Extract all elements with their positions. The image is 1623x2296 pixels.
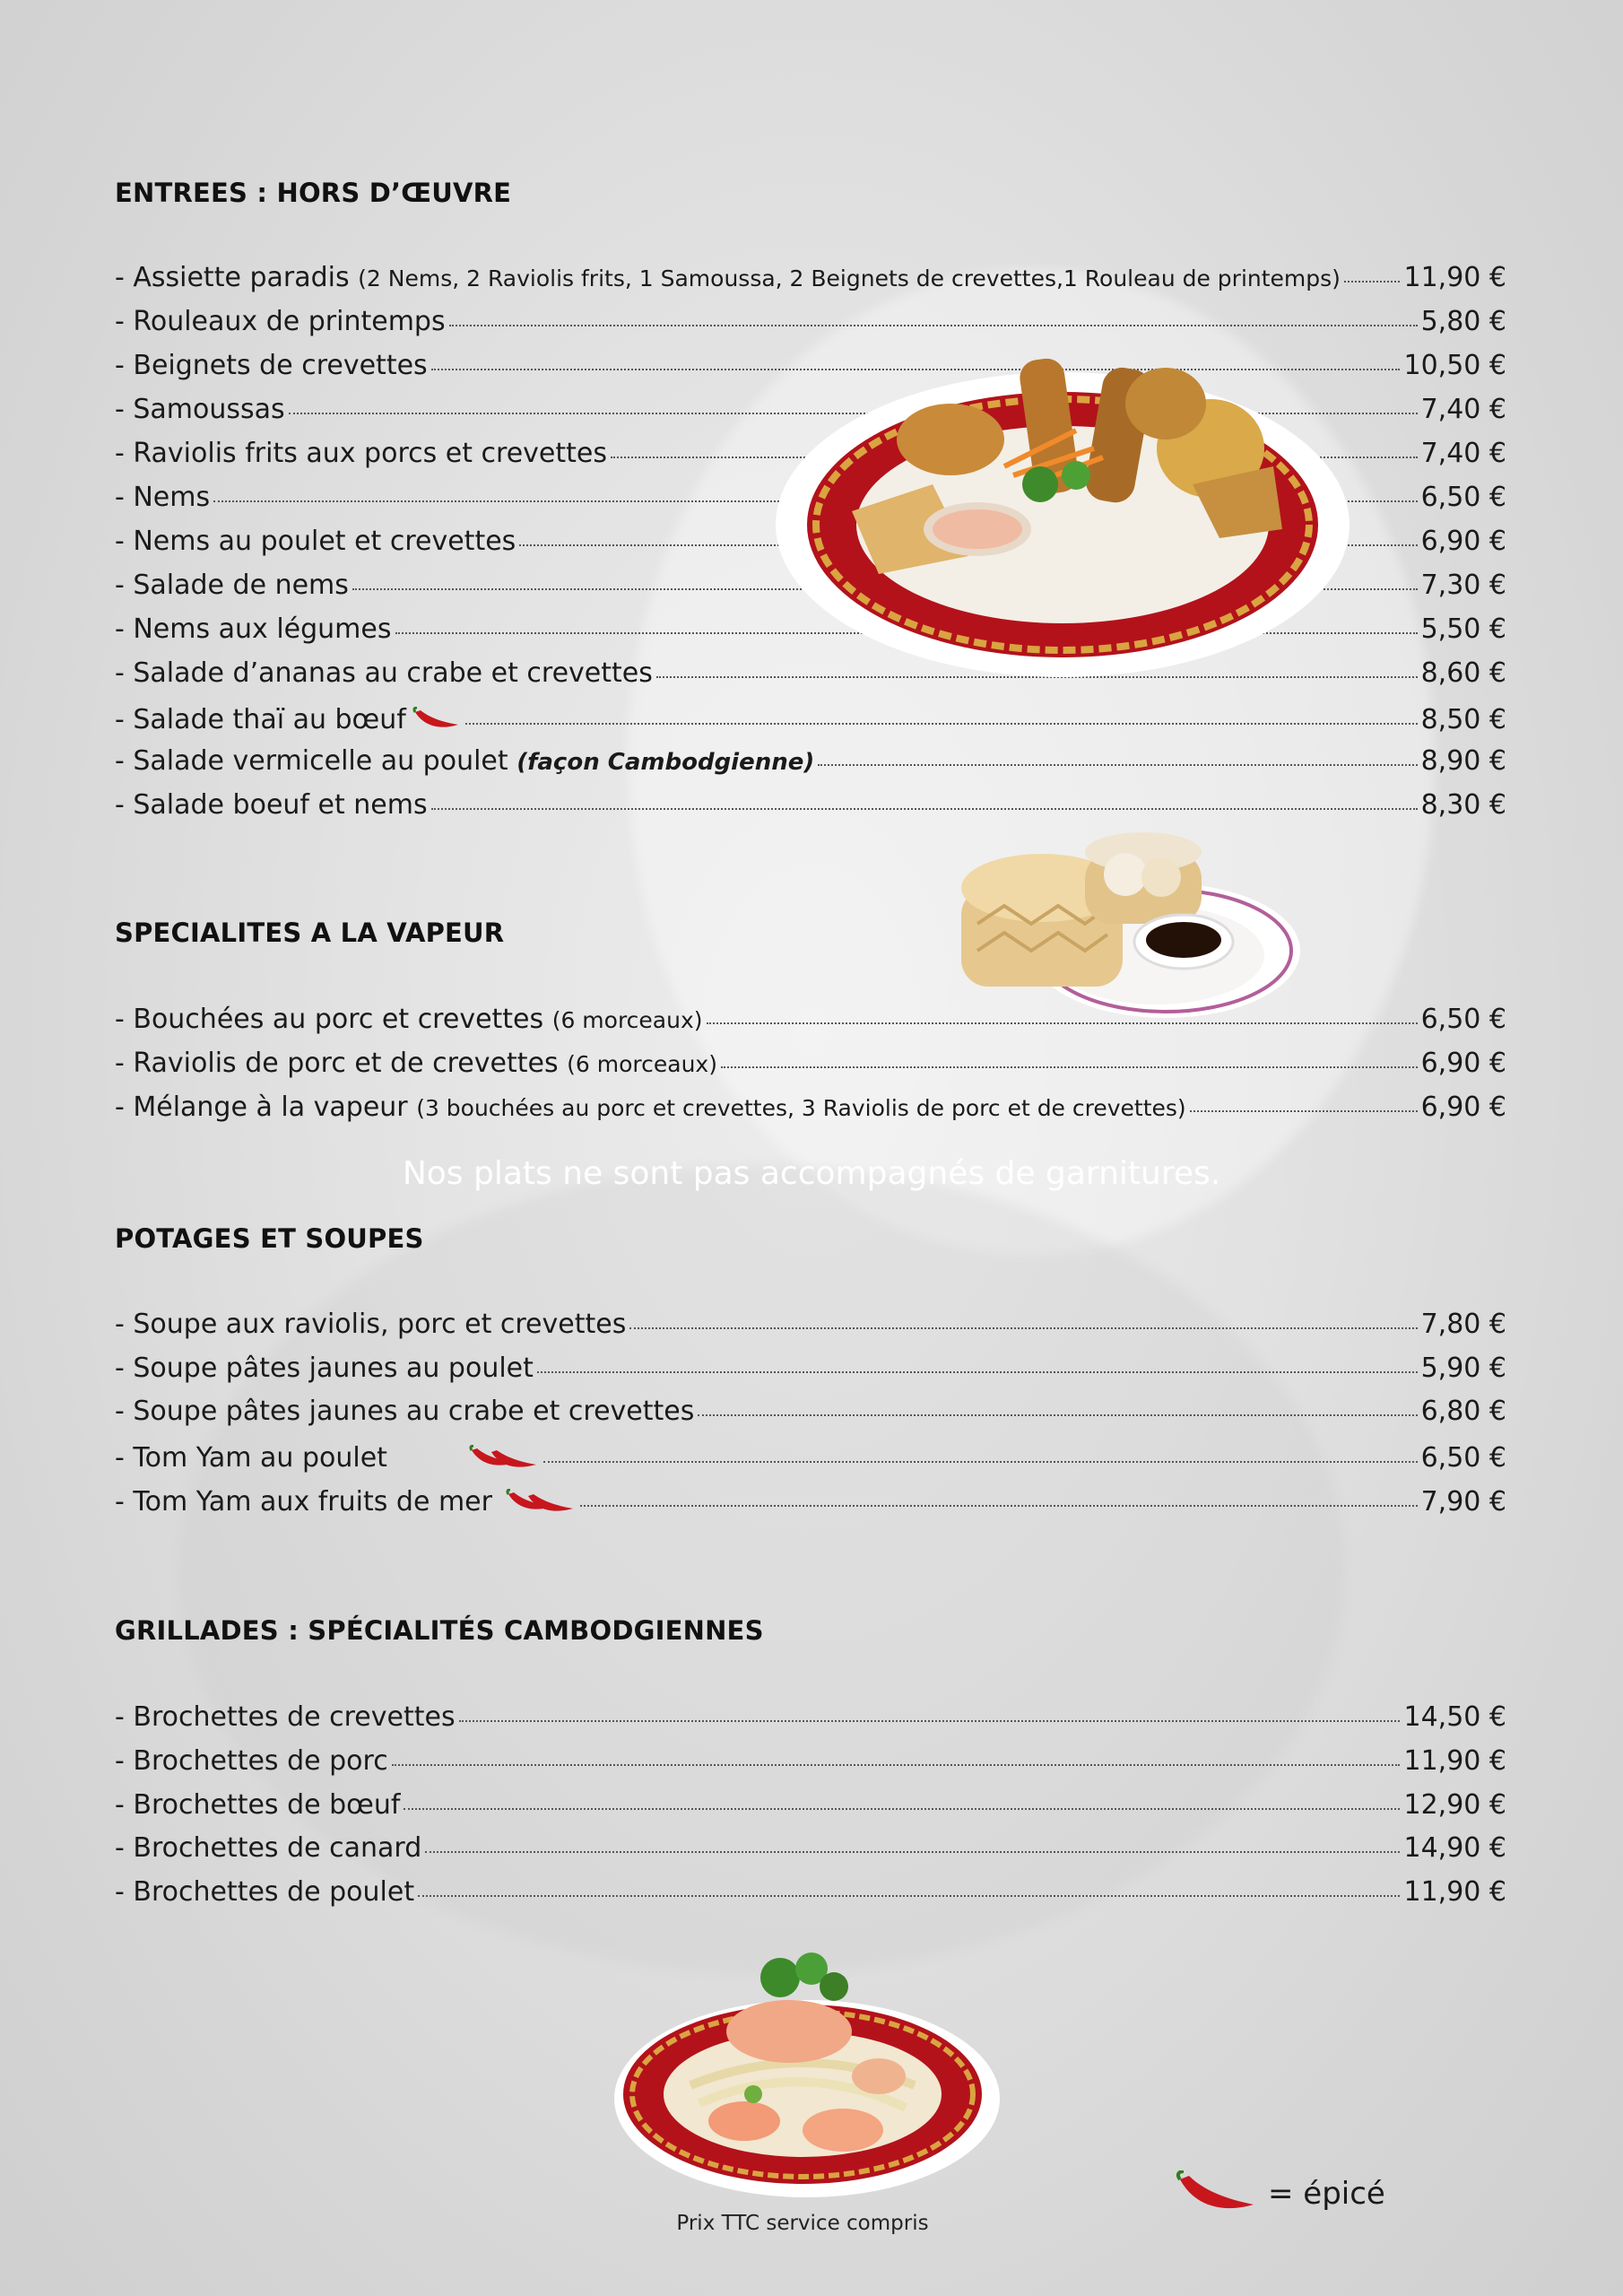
menu-item (115, 1439, 1506, 1479)
dotted-leader (818, 763, 1417, 766)
item-name: - Brochettes de crevettes (115, 1701, 456, 1733)
item-price: 14,50 € (1403, 1701, 1506, 1733)
item-price: 6,50 € (1420, 1442, 1506, 1474)
menu-item (115, 1483, 1506, 1523)
dotted-leader (459, 1719, 1401, 1722)
item-price: 7,40 € (1420, 394, 1506, 425)
menu-item (115, 1352, 1506, 1392)
menu-item (115, 1745, 1506, 1785)
item-price: 8,30 € (1420, 789, 1506, 821)
menu-item (115, 1309, 1506, 1348)
dotted-leader (1344, 280, 1401, 283)
section-title-entrees: ENTREES : HORS D’ŒUVRE (115, 178, 512, 208)
dotted-leader (629, 1326, 1417, 1329)
item-name: - Raviolis frits aux porcs et crevettes (115, 438, 607, 469)
dotted-leader (537, 1370, 1418, 1373)
item-name: - Brochettes de canard (115, 1832, 422, 1864)
spicy-legend (1173, 2170, 1385, 2217)
item-note: (façon Cambodgienne) (516, 749, 815, 776)
menu-item (115, 745, 1506, 785)
menu-item (115, 1701, 1506, 1741)
item-name: - Soupe aux raviolis, porc et crevettes (115, 1309, 627, 1340)
menu-item (115, 789, 1506, 829)
price-footnote: Prix TTC service compris (676, 2212, 929, 2235)
appetizer-plate-image (771, 332, 1354, 694)
menu-item (115, 1789, 1506, 1829)
dotted-leader (721, 1065, 1418, 1068)
seafood-salad-plate-image (610, 1942, 1004, 2205)
item-price: 7,80 € (1420, 1309, 1506, 1340)
dotted-leader (404, 1807, 1400, 1810)
dotted-leader (543, 1460, 1418, 1463)
item-price: 8,50 € (1420, 704, 1506, 735)
steamer-basket-image (950, 825, 1309, 1035)
dotted-leader (465, 722, 1418, 725)
legend-label: = épicé (1268, 2176, 1385, 2212)
item-name: - Nems (115, 482, 211, 513)
item-name: - Nems au poulet et crevettes (115, 526, 516, 557)
item-price: 5,50 € (1420, 613, 1506, 645)
item-price: 11,90 € (1403, 262, 1506, 293)
item-name: - Salade thaï au bœuf (115, 704, 406, 735)
item-price: 6,50 € (1420, 482, 1506, 513)
item-note: (2 Nems, 2 Raviolis frits, 1 Samoussa, 2 Beignets de crevettes,1 Rouleau de printemps) (358, 265, 1341, 291)
item-price: 12,90 € (1403, 1789, 1506, 1821)
menu-item (115, 262, 1506, 301)
item-price: 6,90 € (1420, 526, 1506, 557)
item-name: - Salade boeuf et nems (115, 789, 428, 821)
dotted-leader (418, 1894, 1400, 1897)
item-name: - Rouleaux de printemps (115, 306, 446, 337)
dotted-leader (425, 1850, 1400, 1853)
item-name: - Salade d’ananas au crabe et crevettes (115, 657, 653, 689)
item-name: - Tom Yam aux fruits de mer (115, 1486, 492, 1518)
menu-item (115, 1091, 1506, 1131)
item-name: - Soupe pâtes jaunes au crabe et crevettes (115, 1396, 695, 1427)
section-title-soupes: POTAGES ET SOUPES (115, 1223, 424, 1254)
item-note: (6 morceaux) (551, 1007, 703, 1033)
menu-item (115, 1048, 1506, 1087)
item-price: 6,80 € (1420, 1396, 1506, 1427)
item-name: - Bouchées au porc et crevettes (115, 1004, 544, 1035)
item-name: - Raviolis de porc et de crevettes (115, 1048, 559, 1079)
item-name: - Brochettes de bœuf (115, 1789, 401, 1821)
dotted-leader (431, 807, 1418, 810)
item-name: - Tom Yam au poulet (115, 1442, 387, 1474)
item-price: 8,90 € (1420, 745, 1506, 777)
item-price: 7,40 € (1420, 438, 1506, 469)
item-price: 6,50 € (1420, 1004, 1506, 1035)
item-note: (3 bouchées au porc et crevettes, 3 Raviolis de porc et de crevettes) (416, 1095, 1186, 1121)
chili-pepper-icon (505, 1489, 577, 1523)
menu-item (115, 1396, 1506, 1435)
menu-item (115, 1876, 1506, 1916)
item-price: 11,90 € (1403, 1876, 1506, 1908)
item-price: 10,50 € (1403, 350, 1506, 381)
item-price: 5,80 € (1420, 306, 1506, 337)
item-price: 14,90 € (1403, 1832, 1506, 1864)
item-name: - Brochettes de porc (115, 1745, 388, 1777)
item-price: 5,90 € (1420, 1352, 1506, 1384)
item-price: 6,90 € (1420, 1048, 1506, 1079)
dotted-leader (392, 1763, 1401, 1766)
item-name: - Assiette paradis (115, 262, 350, 293)
section-title-vapeur: SPECIALITES A LA VAPEUR (115, 918, 505, 948)
item-name: - Soupe pâtes jaunes au poulet (115, 1352, 534, 1384)
chili-pepper-icon (412, 707, 462, 741)
menu-item (115, 701, 1506, 741)
chili-pepper-icon (468, 1445, 540, 1479)
item-name: - Mélange à la vapeur (115, 1091, 408, 1123)
item-name: - Nems aux légumes (115, 613, 392, 645)
item-name: - Beignets de crevettes (115, 350, 428, 381)
item-price: 8,60 € (1420, 657, 1506, 689)
item-price: 7,90 € (1420, 1486, 1506, 1518)
garnish-notice: Nos plats ne sont pas accompagnés de garnitures. (402, 1155, 1221, 1192)
item-name: - Samoussas (115, 394, 285, 425)
item-name: - Salade de nems (115, 570, 349, 601)
menu-item (115, 1832, 1506, 1872)
chili-pepper-icon (1173, 2170, 1255, 2217)
item-price: 7,30 € (1420, 570, 1506, 601)
item-name: - Brochettes de poulet (115, 1876, 415, 1908)
dotted-leader (580, 1504, 1418, 1507)
dotted-leader (1190, 1109, 1418, 1112)
section-title-grillades: GRILLADES : SPÉCIALITÉS CAMBODGIENNES (115, 1615, 764, 1646)
item-note: (6 morceaux) (567, 1051, 717, 1077)
item-name: - Salade vermicelle au poulet (115, 745, 508, 777)
dotted-leader (698, 1413, 1417, 1416)
item-price: 6,90 € (1420, 1091, 1506, 1123)
dotted-leader (449, 324, 1418, 326)
item-price: 11,90 € (1403, 1745, 1506, 1777)
